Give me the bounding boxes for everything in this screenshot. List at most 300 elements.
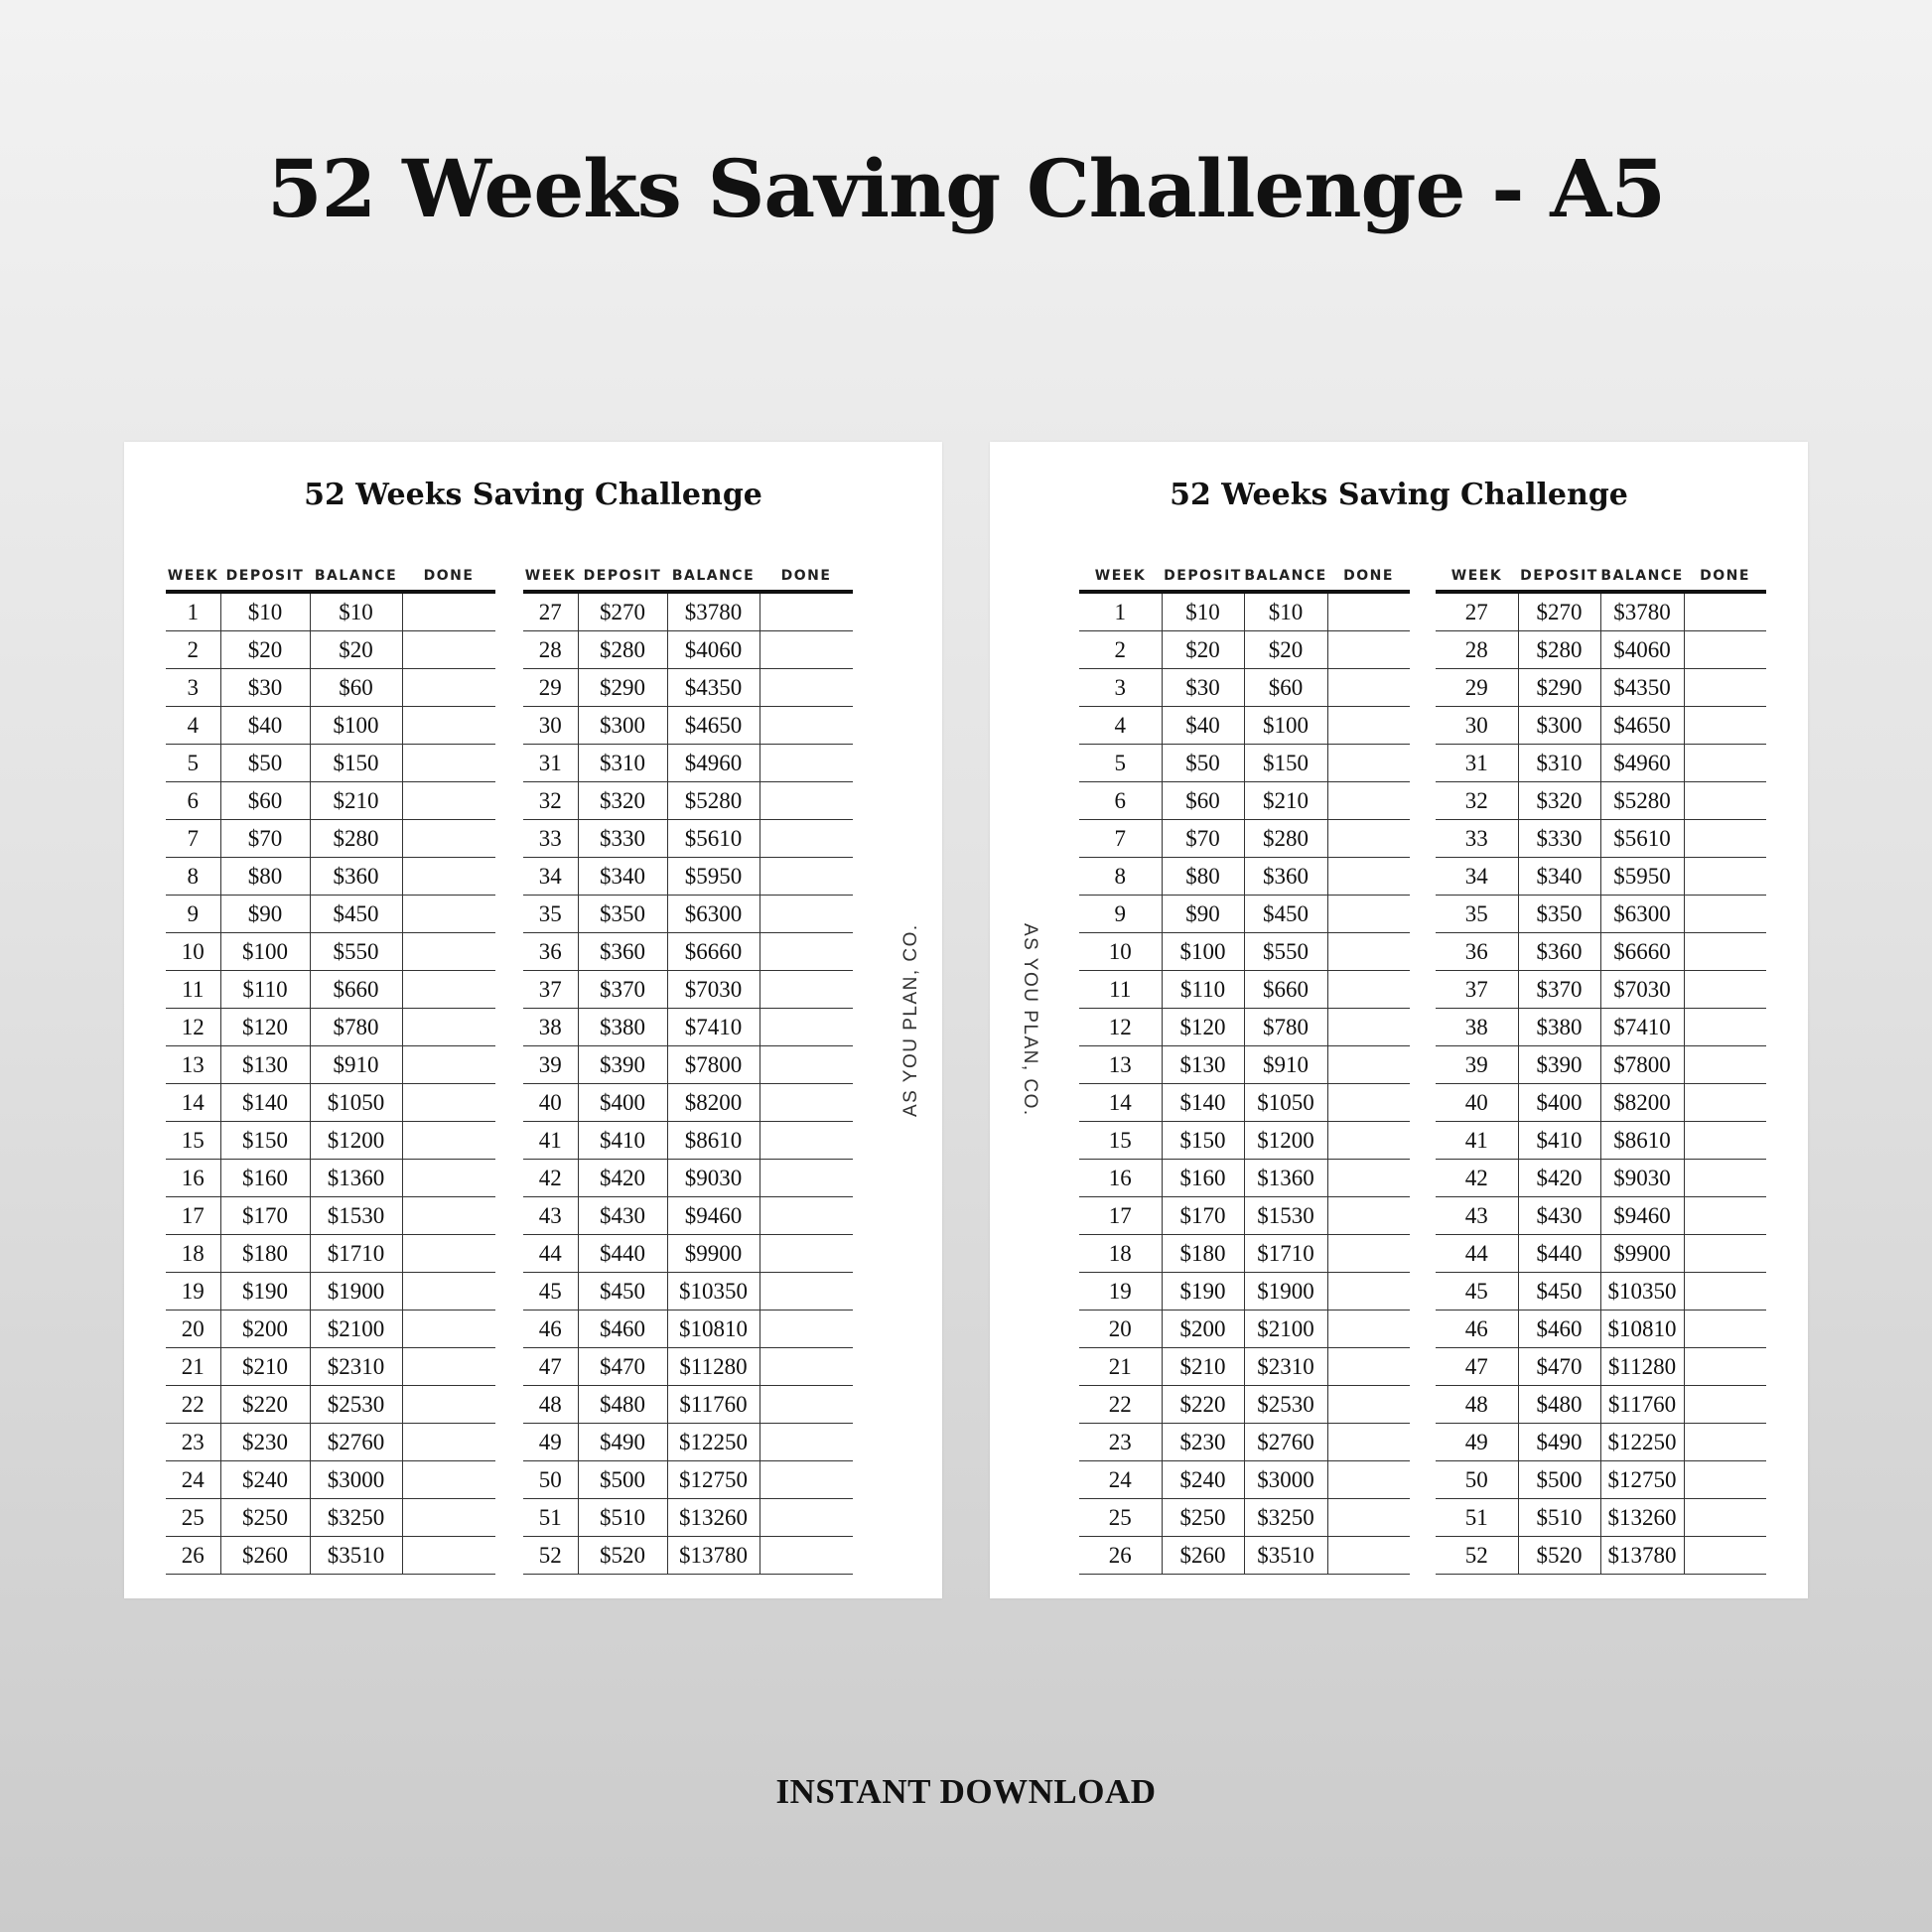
table-row	[1436, 1537, 1766, 1575]
week-cell: 44	[523, 1235, 578, 1273]
deposit-cell: $100	[220, 933, 310, 971]
week-cell: 48	[523, 1386, 578, 1424]
balance-cell: $10810	[667, 1311, 759, 1348]
done-cell[interactable]	[1327, 745, 1410, 782]
table-row	[523, 820, 853, 858]
week-cell: 36	[1436, 933, 1518, 971]
done-cell[interactable]	[1684, 1084, 1766, 1122]
table-row	[1079, 858, 1410, 896]
table-row	[166, 592, 495, 631]
done-cell[interactable]	[402, 1084, 495, 1122]
done-cell[interactable]	[402, 669, 495, 707]
done-cell[interactable]	[1327, 1499, 1410, 1537]
balance-cell: $660	[310, 971, 402, 1009]
balance-cell: $9900	[1600, 1235, 1684, 1273]
table-row	[1079, 1046, 1410, 1084]
done-header: DONE	[759, 551, 853, 592]
done-cell[interactable]	[1327, 1160, 1410, 1197]
table-row	[166, 1537, 495, 1575]
deposit-cell: $460	[1518, 1311, 1600, 1348]
done-cell[interactable]	[1684, 1235, 1766, 1273]
done-cell[interactable]	[759, 971, 853, 1009]
done-cell[interactable]	[402, 1122, 495, 1160]
table-row	[1079, 1273, 1410, 1311]
done-cell[interactable]	[402, 1537, 495, 1575]
deposit-cell: $30	[220, 669, 310, 707]
done-cell[interactable]	[1327, 1348, 1410, 1386]
done-cell[interactable]	[1684, 933, 1766, 971]
week-cell: 33	[1436, 820, 1518, 858]
table-row	[1436, 1311, 1766, 1348]
balance-cell: $20	[1244, 631, 1327, 669]
done-cell[interactable]	[402, 1273, 495, 1311]
week-cell: 42	[1436, 1160, 1518, 1197]
deposit-cell: $90	[220, 896, 310, 933]
week-cell: 32	[523, 782, 578, 820]
done-cell[interactable]	[759, 1386, 853, 1424]
done-cell[interactable]	[759, 669, 853, 707]
done-cell[interactable]	[759, 820, 853, 858]
done-cell[interactable]	[1327, 1273, 1410, 1311]
balance-cell: $550	[310, 933, 402, 971]
deposit-cell: $460	[578, 1311, 667, 1348]
balance-cell: $11280	[667, 1348, 759, 1386]
table-row	[1436, 933, 1766, 971]
table-row	[1436, 1348, 1766, 1386]
done-cell[interactable]	[402, 1197, 495, 1235]
table-row	[523, 1273, 853, 1311]
deposit-cell: $410	[1518, 1122, 1600, 1160]
table-row	[1436, 1009, 1766, 1046]
week-cell: 21	[1079, 1348, 1162, 1386]
balance-cell: $780	[310, 1009, 402, 1046]
header-row	[1079, 551, 1410, 592]
table-row	[1079, 933, 1410, 971]
week-cell: 22	[1079, 1386, 1162, 1424]
week-cell: 32	[1436, 782, 1518, 820]
done-cell[interactable]	[402, 1311, 495, 1348]
header-row	[523, 551, 853, 592]
balance-cell: $5280	[1600, 782, 1684, 820]
balance-cell: $10350	[667, 1273, 759, 1311]
done-cell[interactable]	[1684, 631, 1766, 669]
done-cell[interactable]	[1684, 1424, 1766, 1461]
balance-cell: $1710	[1244, 1235, 1327, 1273]
done-cell[interactable]	[1327, 858, 1410, 896]
table-row	[1079, 896, 1410, 933]
deposit-cell: $100	[1162, 933, 1244, 971]
balance-cell: $60	[1244, 669, 1327, 707]
table-row	[1079, 669, 1410, 707]
week-cell: 3	[166, 669, 220, 707]
balance-cell: $7030	[1600, 971, 1684, 1009]
balance-cell: $4960	[1600, 745, 1684, 782]
done-cell[interactable]	[1684, 1311, 1766, 1348]
done-cell[interactable]	[759, 1235, 853, 1273]
done-cell[interactable]	[402, 1009, 495, 1046]
week-cell: 20	[1079, 1311, 1162, 1348]
balance-cell: $60	[310, 669, 402, 707]
week-cell: 25	[1079, 1499, 1162, 1537]
deposit-cell: $290	[578, 669, 667, 707]
done-cell[interactable]	[759, 1046, 853, 1084]
table-weeks-1-26	[166, 551, 495, 1575]
week-cell: 18	[166, 1235, 220, 1273]
table-row	[166, 669, 495, 707]
done-cell[interactable]	[402, 592, 495, 631]
done-cell[interactable]	[1327, 1311, 1410, 1348]
week-cell: 46	[523, 1311, 578, 1348]
done-cell[interactable]	[402, 1386, 495, 1424]
week-cell: 15	[166, 1122, 220, 1160]
table-row	[523, 1386, 853, 1424]
done-cell[interactable]	[759, 1160, 853, 1197]
deposit-cell: $510	[1518, 1499, 1600, 1537]
done-cell[interactable]	[1684, 896, 1766, 933]
done-cell[interactable]	[1684, 858, 1766, 896]
balance-header: BALANCE	[667, 551, 759, 592]
balance-cell: $2760	[1244, 1424, 1327, 1461]
table-row	[166, 896, 495, 933]
week-cell: 24	[166, 1461, 220, 1499]
week-cell: 14	[1079, 1084, 1162, 1122]
done-cell[interactable]	[1327, 707, 1410, 745]
balance-cell: $6660	[667, 933, 759, 971]
done-cell[interactable]	[1684, 782, 1766, 820]
deposit-cell: $120	[220, 1009, 310, 1046]
done-cell[interactable]	[1684, 1537, 1766, 1575]
balance-cell: $3510	[1244, 1537, 1327, 1575]
table-row	[1436, 1160, 1766, 1197]
table-row	[166, 1009, 495, 1046]
main-title: 52 Weeks Saving Challenge - A5	[266, 142, 1666, 235]
done-cell[interactable]	[1684, 592, 1766, 631]
done-cell[interactable]	[1327, 820, 1410, 858]
balance-cell: $2100	[310, 1311, 402, 1348]
deposit-cell: $270	[578, 592, 667, 631]
done-cell[interactable]	[402, 1461, 495, 1499]
done-cell[interactable]	[1327, 1122, 1410, 1160]
done-cell[interactable]	[759, 1084, 853, 1122]
page-left	[124, 442, 942, 1598]
table-row	[166, 1046, 495, 1084]
table-row	[523, 1084, 853, 1122]
balance-cell: $150	[310, 745, 402, 782]
week-cell: 40	[1436, 1084, 1518, 1122]
done-cell[interactable]	[402, 1046, 495, 1084]
done-cell[interactable]	[402, 820, 495, 858]
done-cell[interactable]	[1684, 1122, 1766, 1160]
deposit-cell: $80	[220, 858, 310, 896]
deposit-cell: $160	[220, 1160, 310, 1197]
balance-cell: $11760	[667, 1386, 759, 1424]
deposit-cell: $320	[578, 782, 667, 820]
done-cell[interactable]	[759, 1537, 853, 1575]
balance-cell: $1530	[310, 1197, 402, 1235]
deposit-cell: $90	[1162, 896, 1244, 933]
done-cell[interactable]	[402, 1348, 495, 1386]
deposit-cell: $260	[220, 1537, 310, 1575]
deposit-cell: $470	[1518, 1348, 1600, 1386]
week-cell: 16	[1079, 1160, 1162, 1197]
balance-cell: $2530	[1244, 1386, 1327, 1424]
balance-header: BALANCE	[310, 551, 402, 592]
done-cell[interactable]	[402, 1235, 495, 1273]
balance-cell: $10	[310, 592, 402, 631]
week-cell: 8	[1079, 858, 1162, 896]
done-cell[interactable]	[1684, 1461, 1766, 1499]
done-cell[interactable]	[759, 1009, 853, 1046]
balance-cell: $7410	[1600, 1009, 1684, 1046]
week-cell: 39	[1436, 1046, 1518, 1084]
done-cell[interactable]	[402, 782, 495, 820]
done-cell[interactable]	[759, 745, 853, 782]
done-cell[interactable]	[759, 1348, 853, 1386]
balance-cell: $210	[310, 782, 402, 820]
done-cell[interactable]	[1327, 1009, 1410, 1046]
header-row	[1436, 551, 1766, 592]
balance-cell: $13780	[667, 1537, 759, 1575]
table-row	[1436, 820, 1766, 858]
done-cell[interactable]	[759, 782, 853, 820]
done-cell[interactable]	[1327, 631, 1410, 669]
done-cell[interactable]	[402, 971, 495, 1009]
done-cell[interactable]	[1327, 1084, 1410, 1122]
table-row	[523, 669, 853, 707]
week-cell: 9	[1079, 896, 1162, 933]
balance-cell: $2100	[1244, 1311, 1327, 1348]
week-cell: 4	[166, 707, 220, 745]
table-row	[523, 1046, 853, 1084]
deposit-cell: $10	[1162, 592, 1244, 631]
deposit-cell: $110	[1162, 971, 1244, 1009]
week-cell: 13	[1079, 1046, 1162, 1084]
week-cell: 11	[1079, 971, 1162, 1009]
week-cell: 34	[523, 858, 578, 896]
done-cell[interactable]	[1327, 782, 1410, 820]
done-cell[interactable]	[1684, 971, 1766, 1009]
week-cell: 49	[1436, 1424, 1518, 1461]
done-cell[interactable]	[1684, 1197, 1766, 1235]
balance-cell: $1710	[310, 1235, 402, 1273]
table-row	[166, 1160, 495, 1197]
deposit-cell: $340	[578, 858, 667, 896]
balance-cell: $8200	[1600, 1084, 1684, 1122]
balance-cell: $1050	[1244, 1084, 1327, 1122]
done-cell[interactable]	[402, 1160, 495, 1197]
week-cell: 50	[1436, 1461, 1518, 1499]
done-cell[interactable]	[402, 631, 495, 669]
done-cell[interactable]	[1684, 707, 1766, 745]
table-row	[1079, 1197, 1410, 1235]
done-cell[interactable]	[759, 631, 853, 669]
table-row	[166, 1386, 495, 1424]
deposit-cell: $440	[1518, 1235, 1600, 1273]
deposit-cell: $240	[220, 1461, 310, 1499]
balance-cell: $360	[1244, 858, 1327, 896]
done-cell[interactable]	[759, 1499, 853, 1537]
week-cell: 12	[1079, 1009, 1162, 1046]
done-cell[interactable]	[759, 1424, 853, 1461]
deposit-cell: $300	[1518, 707, 1600, 745]
week-cell: 22	[166, 1386, 220, 1424]
done-cell[interactable]	[759, 592, 853, 631]
deposit-cell: $390	[1518, 1046, 1600, 1084]
deposit-cell: $370	[1518, 971, 1600, 1009]
week-cell: 10	[1079, 933, 1162, 971]
balance-cell: $12250	[1600, 1424, 1684, 1461]
deposit-cell: $280	[1518, 631, 1600, 669]
table-row	[1079, 707, 1410, 745]
done-cell[interactable]	[1327, 669, 1410, 707]
done-cell[interactable]	[759, 1273, 853, 1311]
week-cell: 36	[523, 933, 578, 971]
deposit-header: DEPOSIT	[1162, 551, 1244, 592]
done-cell[interactable]	[1684, 1499, 1766, 1537]
week-cell: 30	[1436, 707, 1518, 745]
done-cell[interactable]	[1684, 1348, 1766, 1386]
done-cell[interactable]	[759, 933, 853, 971]
table-row	[166, 1197, 495, 1235]
balance-cell: $6300	[1600, 896, 1684, 933]
week-cell: 35	[523, 896, 578, 933]
week-cell: 14	[166, 1084, 220, 1122]
done-cell[interactable]	[759, 1122, 853, 1160]
header-row	[166, 551, 495, 592]
balance-cell: $910	[310, 1046, 402, 1084]
week-cell: 1	[1079, 592, 1162, 631]
done-cell[interactable]	[1327, 1537, 1410, 1575]
table-row	[1436, 1273, 1766, 1311]
done-cell[interactable]	[1684, 1386, 1766, 1424]
done-cell[interactable]	[1327, 1424, 1410, 1461]
week-cell: 20	[166, 1311, 220, 1348]
done-cell[interactable]	[1684, 820, 1766, 858]
deposit-header: DEPOSIT	[1518, 551, 1600, 592]
week-cell: 52	[1436, 1537, 1518, 1575]
done-cell[interactable]	[1327, 1046, 1410, 1084]
done-cell[interactable]	[1327, 1386, 1410, 1424]
week-cell: 52	[523, 1537, 578, 1575]
done-cell[interactable]	[759, 707, 853, 745]
done-cell[interactable]	[1327, 933, 1410, 971]
balance-cell: $3250	[1244, 1499, 1327, 1537]
deposit-cell: $250	[220, 1499, 310, 1537]
deposit-cell: $350	[578, 896, 667, 933]
deposit-cell: $10	[220, 592, 310, 631]
balance-cell: $11760	[1600, 1386, 1684, 1424]
done-cell[interactable]	[1327, 1235, 1410, 1273]
deposit-cell: $360	[578, 933, 667, 971]
deposit-cell: $520	[1518, 1537, 1600, 1575]
deposit-cell: $420	[1518, 1160, 1600, 1197]
week-cell: 26	[1079, 1537, 1162, 1575]
done-cell[interactable]	[1327, 1461, 1410, 1499]
done-cell[interactable]	[759, 1311, 853, 1348]
deposit-cell: $230	[1162, 1424, 1244, 1461]
done-cell[interactable]	[1684, 745, 1766, 782]
deposit-cell: $280	[578, 631, 667, 669]
table-row	[1079, 592, 1410, 631]
table-row	[523, 707, 853, 745]
done-cell[interactable]	[1684, 1160, 1766, 1197]
table-row	[166, 707, 495, 745]
deposit-cell: $60	[1162, 782, 1244, 820]
table-row	[1079, 1160, 1410, 1197]
deposit-cell: $140	[1162, 1084, 1244, 1122]
done-cell[interactable]	[402, 933, 495, 971]
deposit-cell: $180	[1162, 1235, 1244, 1273]
deposit-cell: $290	[1518, 669, 1600, 707]
table-row	[1436, 1235, 1766, 1273]
done-cell[interactable]	[1684, 669, 1766, 707]
week-header: WEEK	[166, 551, 220, 592]
week-cell: 2	[1079, 631, 1162, 669]
balance-cell: $550	[1244, 933, 1327, 971]
deposit-cell: $180	[220, 1235, 310, 1273]
page-right	[990, 442, 1808, 1598]
done-cell[interactable]	[402, 896, 495, 933]
week-cell: 15	[1079, 1122, 1162, 1160]
done-cell[interactable]	[1327, 592, 1410, 631]
deposit-cell: $510	[578, 1499, 667, 1537]
balance-cell: $1050	[310, 1084, 402, 1122]
week-cell: 47	[1436, 1348, 1518, 1386]
done-cell[interactable]	[1327, 896, 1410, 933]
week-cell: 49	[523, 1424, 578, 1461]
table-row	[1079, 820, 1410, 858]
balance-cell: $7410	[667, 1009, 759, 1046]
week-cell: 30	[523, 707, 578, 745]
balance-cell: $10350	[1600, 1273, 1684, 1311]
done-cell[interactable]	[402, 1424, 495, 1461]
table-row	[1079, 1537, 1410, 1575]
week-cell: 27	[523, 592, 578, 631]
deposit-cell: $420	[578, 1160, 667, 1197]
week-cell: 3	[1079, 669, 1162, 707]
balance-cell: $3780	[1600, 592, 1684, 631]
table-row	[523, 1311, 853, 1348]
balance-cell: $8610	[1600, 1122, 1684, 1160]
done-cell[interactable]	[1684, 1009, 1766, 1046]
done-cell[interactable]	[1327, 971, 1410, 1009]
balance-cell: $3250	[310, 1499, 402, 1537]
done-cell[interactable]	[402, 707, 495, 745]
balance-cell: $5280	[667, 782, 759, 820]
deposit-cell: $20	[220, 631, 310, 669]
balance-cell: $4060	[1600, 631, 1684, 669]
table-row	[1436, 1197, 1766, 1235]
done-cell[interactable]	[402, 745, 495, 782]
table-row	[523, 1122, 853, 1160]
done-cell[interactable]	[1327, 1197, 1410, 1235]
week-cell: 18	[1079, 1235, 1162, 1273]
page-title: 52 Weeks Saving Challenge	[1170, 478, 1628, 512]
week-cell: 51	[1436, 1499, 1518, 1537]
done-cell[interactable]	[759, 858, 853, 896]
done-cell[interactable]	[759, 1197, 853, 1235]
table-row	[1436, 1386, 1766, 1424]
done-cell[interactable]	[759, 1461, 853, 1499]
balance-cell: $9030	[1600, 1160, 1684, 1197]
done-cell[interactable]	[402, 858, 495, 896]
deposit-cell: $350	[1518, 896, 1600, 933]
done-cell[interactable]	[402, 1499, 495, 1537]
done-cell[interactable]	[1684, 1046, 1766, 1084]
done-cell[interactable]	[1684, 1273, 1766, 1311]
deposit-cell: $400	[578, 1084, 667, 1122]
done-cell[interactable]	[759, 896, 853, 933]
